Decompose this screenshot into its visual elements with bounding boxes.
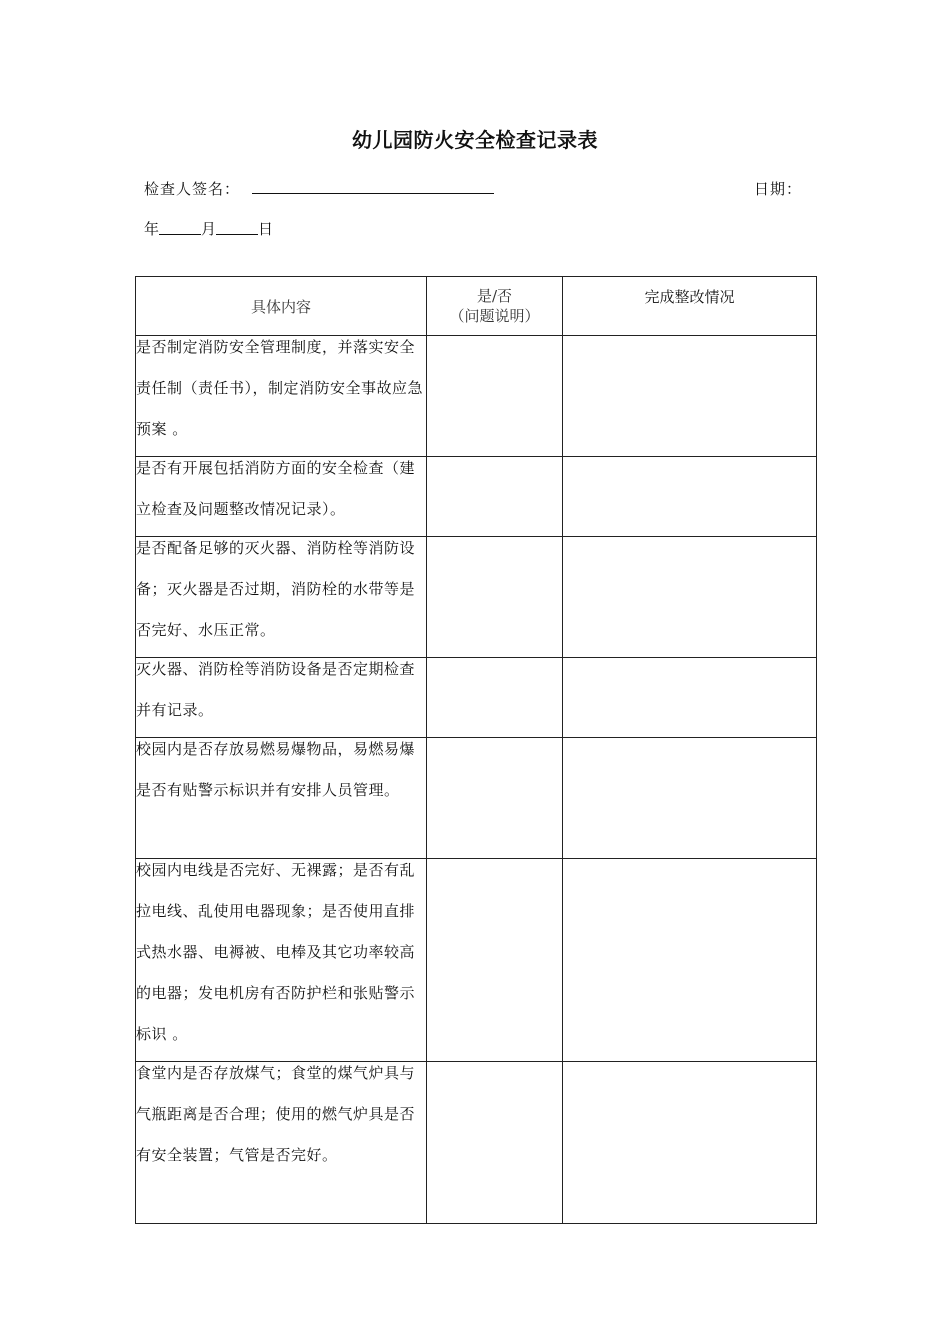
table-row <box>136 859 817 1062</box>
signature-row <box>144 176 804 200</box>
row-yes-no-cell[interactable] <box>427 1062 563 1224</box>
month-label: 月 <box>201 220 217 238</box>
row-content: 是否有开展包括消防方面的安全检查（建立检查及问题整改情况记录）。 <box>136 457 427 537</box>
table-row <box>136 336 817 457</box>
header-yes-no-line1: 是/否 <box>476 287 513 305</box>
date-label: 日期： <box>753 180 802 198</box>
year-label: 年 <box>144 220 160 238</box>
table-row <box>136 658 817 738</box>
row-fix-status-cell[interactable] <box>563 537 817 658</box>
inspection-table <box>135 276 817 1224</box>
row-yes-no-cell[interactable] <box>427 658 563 738</box>
header-yes-no-line2: （问题说明） <box>449 307 540 325</box>
table-row <box>136 1062 817 1224</box>
table-row <box>136 738 817 859</box>
row-fix-status-cell[interactable] <box>563 738 817 859</box>
row-yes-no-cell[interactable] <box>427 336 563 457</box>
header-yes-no <box>427 277 563 336</box>
row-yes-no-cell[interactable] <box>427 859 563 1062</box>
signature-field[interactable] <box>252 193 494 194</box>
row-content: 校园内是否存放易燃易爆物品，易燃易爆是否有贴警示标识并有安排人员管理。 <box>136 738 427 859</box>
row-content: 是否配备足够的灭火器、消防栓等消防设备；灭火器是否过期，消防栓的水带等是否完好、水压正常。 <box>136 537 427 658</box>
row-content: 食堂内是否存放煤气；食堂的煤气炉具与气瓶距离是否合理；使用的燃气炉具是否有安全装置；气管是否完好。 <box>136 1062 427 1224</box>
row-yes-no-cell[interactable] <box>427 738 563 859</box>
row-fix-status-cell[interactable] <box>563 457 817 537</box>
month-field[interactable] <box>159 218 201 235</box>
day-label: 日 <box>258 220 274 238</box>
table-row <box>136 537 817 658</box>
row-content: 校园内电线是否完好、无裸露；是否有乱拉电线、乱使用电器现象；是否使用直排式热水器、电褥被、电棒及其它功率较高的电器；发电机房有否防护栏和张贴警示标识 。 <box>136 859 427 1062</box>
row-fix-status-cell[interactable] <box>563 859 817 1062</box>
row-yes-no-cell[interactable] <box>427 457 563 537</box>
date-row <box>144 218 273 240</box>
table-row <box>136 457 817 537</box>
day-field[interactable] <box>216 218 258 235</box>
row-content: 是否制定消防安全管理制度，并落实安全责任制（责任书），制定消防安全事故应急预案 。 <box>136 336 427 457</box>
row-fix-status-cell[interactable] <box>563 1062 817 1224</box>
row-content: 灭火器、消防栓等消防设备是否定期检查并有记录。 <box>136 658 427 738</box>
signature-label: 检查人签名： <box>144 180 241 198</box>
row-yes-no-cell[interactable] <box>427 537 563 658</box>
row-fix-status-cell[interactable] <box>563 658 817 738</box>
header-content: 具体内容 <box>136 277 427 336</box>
header-fix-status: 完成整改情况 <box>563 277 817 336</box>
row-fix-status-cell[interactable] <box>563 336 817 457</box>
document-title: 幼儿园防火安全检查记录表 <box>352 128 598 152</box>
